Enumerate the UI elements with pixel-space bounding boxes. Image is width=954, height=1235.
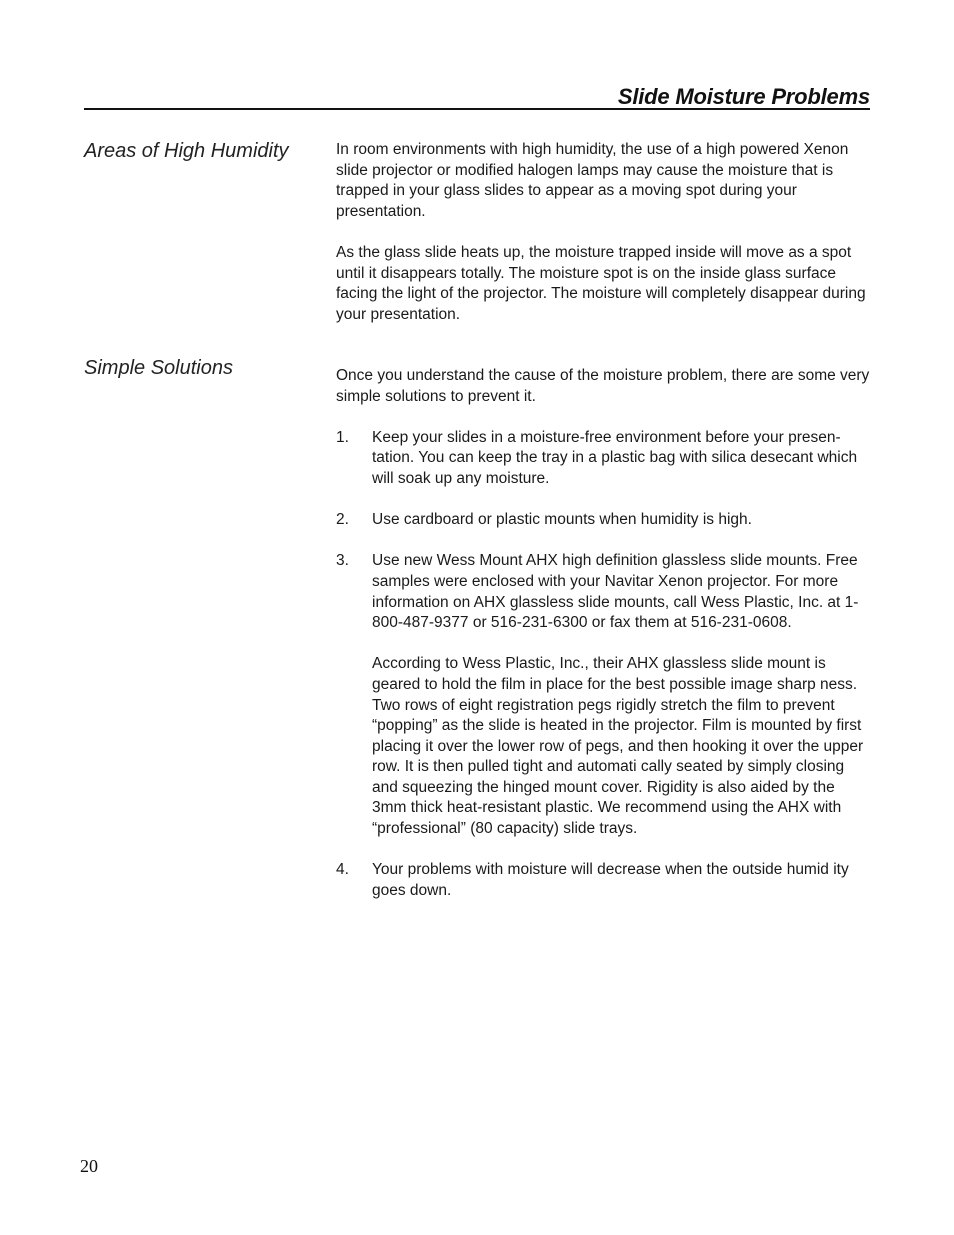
list-number: 3. bbox=[336, 552, 349, 570]
intro-paragraph: Once you understand the cause of the moisture problem, there are some very simple solutions to prevent it. bbox=[336, 367, 870, 405]
list-text-continued: According to Wess Plastic, Inc., their AHX glassless slide mount is geared to hold the film in place for the best possible image sharp ness. Two rows of eight registration pegs rigidly stretch the film to prevent “popping” as the slide is heated in the projector. Film is mounted by first placing it over the lower row of pegs, and then hooking it over the upper row. It is then pulled tight and automati cally seated by simply closing and squeezing the hinged mount cover. Rigidity is also aided by the 3mm thick heat-resistant plastic. We recommend using the AHX with “professional” (80 capacity) slide trays. bbox=[372, 655, 864, 838]
list-item bbox=[336, 510, 872, 531]
section-simple-solutions-body bbox=[336, 366, 872, 922]
list-item bbox=[336, 551, 872, 839]
section-high-humidity-body bbox=[336, 140, 872, 346]
list-text: Use cardboard or plastic mounts when humidity is high. bbox=[372, 511, 752, 529]
list-text: Your problems with moisture will decrease when the outside humid ity goes down. bbox=[372, 861, 849, 899]
list-number: 1. bbox=[336, 428, 349, 446]
paragraph: In room environments with high humidity, the use of a high powered Xenon slide projector or modified halogen lamps may cause the moisture that is trapped in your glass slides to appear as a moving spot during your presentation. bbox=[336, 141, 849, 220]
page-title: Slide Moisture Problems bbox=[617, 84, 870, 109]
list-text: Use new Wess Mount AHX high definition glassless slide mounts. Free samples were enclosed with your Navitar Xenon projector. For more information on AHX glassless slide mounts, call Wess Plastic, Inc. at 1-800-487-9377 or 516-231-6300 or fax them at 516-231-0608. bbox=[372, 552, 859, 632]
page-number: 20 bbox=[80, 1156, 98, 1176]
section-heading-high-humidity: Areas of High Humidity bbox=[84, 140, 289, 162]
title-rule bbox=[84, 108, 870, 110]
list-number: 4. bbox=[336, 861, 349, 879]
paragraph: As the glass slide heats up, the moisture trapped inside will move as a spot until it disappears totally. The moisture spot is on the inside glass surface facing the light of the projector. The moisture will completely disappear during your presentation. bbox=[336, 243, 866, 323]
list-item bbox=[336, 860, 872, 901]
list-item bbox=[336, 428, 872, 490]
list-text: Keep your slides in a moisture-free environment before your presen-tation. You can keep the tray in a plastic bag with silica desecant which will soak up any moisture. bbox=[372, 428, 858, 487]
section-heading-simple-solutions: Simple Solutions bbox=[84, 357, 233, 379]
list-number: 2. bbox=[336, 511, 349, 529]
